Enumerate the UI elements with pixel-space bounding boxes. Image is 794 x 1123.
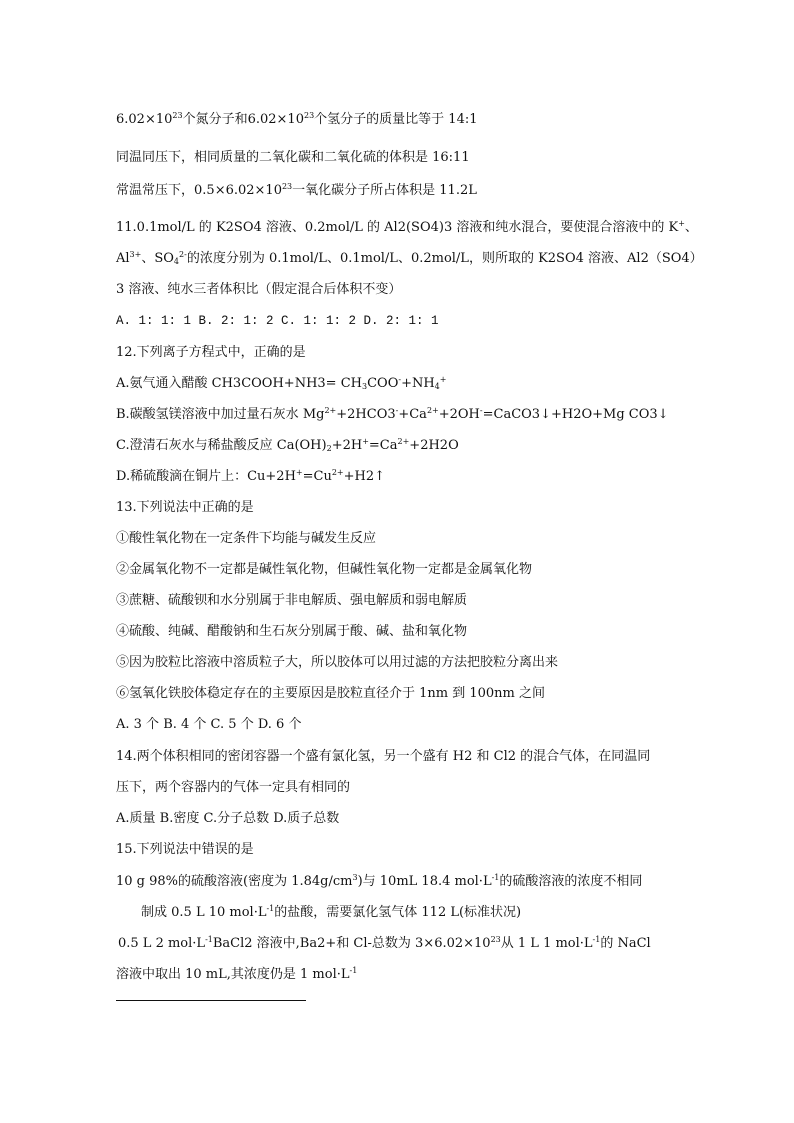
question-11-text: 11.0.1mol/L 的 K2SO4 溶液、0.2mol/L 的 Al2(SO4)3 溶液和纯水混合，要使混合溶液中的 K+、 bbox=[116, 219, 698, 235]
question-14-text: 14.两个体积相同的密闭容器一个盛有氯化氢，另一个盛有 H2 和 Cl2 的混合气体，在同温同 bbox=[116, 749, 651, 764]
statement-item: 10 g 98%的硫酸溶液(密度为 $1.84g/cm^3$)与 10mL 18.4 $mol\cdot L^{-1}$的硫酸溶液的浓度不相同 bbox=[116, 873, 643, 889]
option-a: A.氨气通入醋酸 CH3COOH+NH3= $CH_3COO^-+NH_4^+$ bbox=[116, 375, 447, 391]
statement-item: ⑥氢氧化铁胶体稳定存在的主要原因是胶粒直径介于 1nm 到 100nm 之间 bbox=[116, 686, 546, 701]
question-11-options: A. 1: 1: 1 B. 2: 1: 2 C. 1: 1: 2 D. 2: 1: 1 bbox=[116, 314, 439, 328]
text-line: $6.02\times 10^{23}$个氮分子和$6.02\times 10^{23}$个氢分子的质量比等于 14:1 bbox=[116, 111, 478, 127]
text-line: 常温常压下，$0.5\times 6.02\times 10^{23}$一氧化碳分子所占体积是 11.2L bbox=[116, 182, 477, 198]
question-15-text: 15.下列说法中错误的是 bbox=[116, 842, 254, 857]
statement-item: 制成 0.5 L 10 $mol\cdot L^{-1}$的盐酸，需要氯化氢气体 112 L(标准状况) bbox=[141, 904, 522, 920]
option-d: D.稀硫酸滴在铜片上：$Cu+2H^+=Cu^{2+}+H2↑$ bbox=[116, 468, 386, 484]
text-line: 同温同压下，相同质量的二氧化碳和二氧化硫的体积是 16:11 bbox=[116, 150, 470, 165]
statement-item: ⑤因为胶粒比溶液中溶质粒子大，所以胶体可以用过滤的方法把胶粒分离出来 bbox=[116, 655, 559, 670]
statement-item: ①酸性氧化物在一定条件下均能与碱发生反应 bbox=[116, 531, 377, 546]
statement-item: ③蔗糖、硫酸钡和水分别属于非电解质、强电解质和弱电解质 bbox=[116, 593, 468, 608]
statement-item: ④硫酸、纯碱、醋酸钠和生石灰分别属于酸、碱、盐和氧化物 bbox=[116, 624, 468, 639]
statement-item: 0.5 L 2 $mol\cdot L^{-1}BaCl2$ 溶液中,Ba2+和 Cl-总数为 $3\times 6.02\times 10^{23}$从 1 L 1 $mol\cdot L^{-1}$的 NaCl bbox=[118, 935, 651, 951]
text-line: $Al^{3+}$、$SO_4^{2-}$的浓度分别为 0.1mol/L、0.1mol/L、0.2mol/L，则所取的 K2SO4 溶液、Al2（SO4） bbox=[116, 250, 703, 266]
text-line: 溶液中取出 10 mL,其浓度仍是 1 $mol\cdot L^{-1}$ bbox=[116, 966, 358, 982]
option-c: C.澄清石灰水与稀盐酸反应 $Ca(OH)_2+2H^+=Ca^{2+}+2H2O$ bbox=[116, 437, 459, 453]
text-line: 3 溶液、纯水三者体积比（假定混合后体积不变） bbox=[116, 282, 402, 297]
question-12-text: 12.下列离子方程式中，正确的是 bbox=[116, 345, 306, 360]
question-13-text: 13.下列说法中正确的是 bbox=[116, 500, 254, 515]
text-line: 压下，两个容器内的气体一定具有相同的 bbox=[116, 780, 351, 795]
footnote-divider bbox=[116, 1000, 306, 1001]
statement-item: ②金属氧化物不一定都是碱性氧化物，但碱性氧化物一定都是金属氧化物 bbox=[116, 562, 533, 577]
question-14-options: A.质量 B.密度 C.分子总数 D.质子总数 bbox=[116, 811, 340, 826]
option-b: B.碳酸氢镁溶液中加过量石灰水 $Mg^{2+}+2HCO3^-+Ca^{2+}+2OH^-=CaCO3↓+H2O+Mg$ CO3↓ bbox=[116, 406, 669, 422]
question-13-options: A. 3 个 B. 4 个 C. 5 个 D. 6 个 bbox=[116, 717, 302, 732]
